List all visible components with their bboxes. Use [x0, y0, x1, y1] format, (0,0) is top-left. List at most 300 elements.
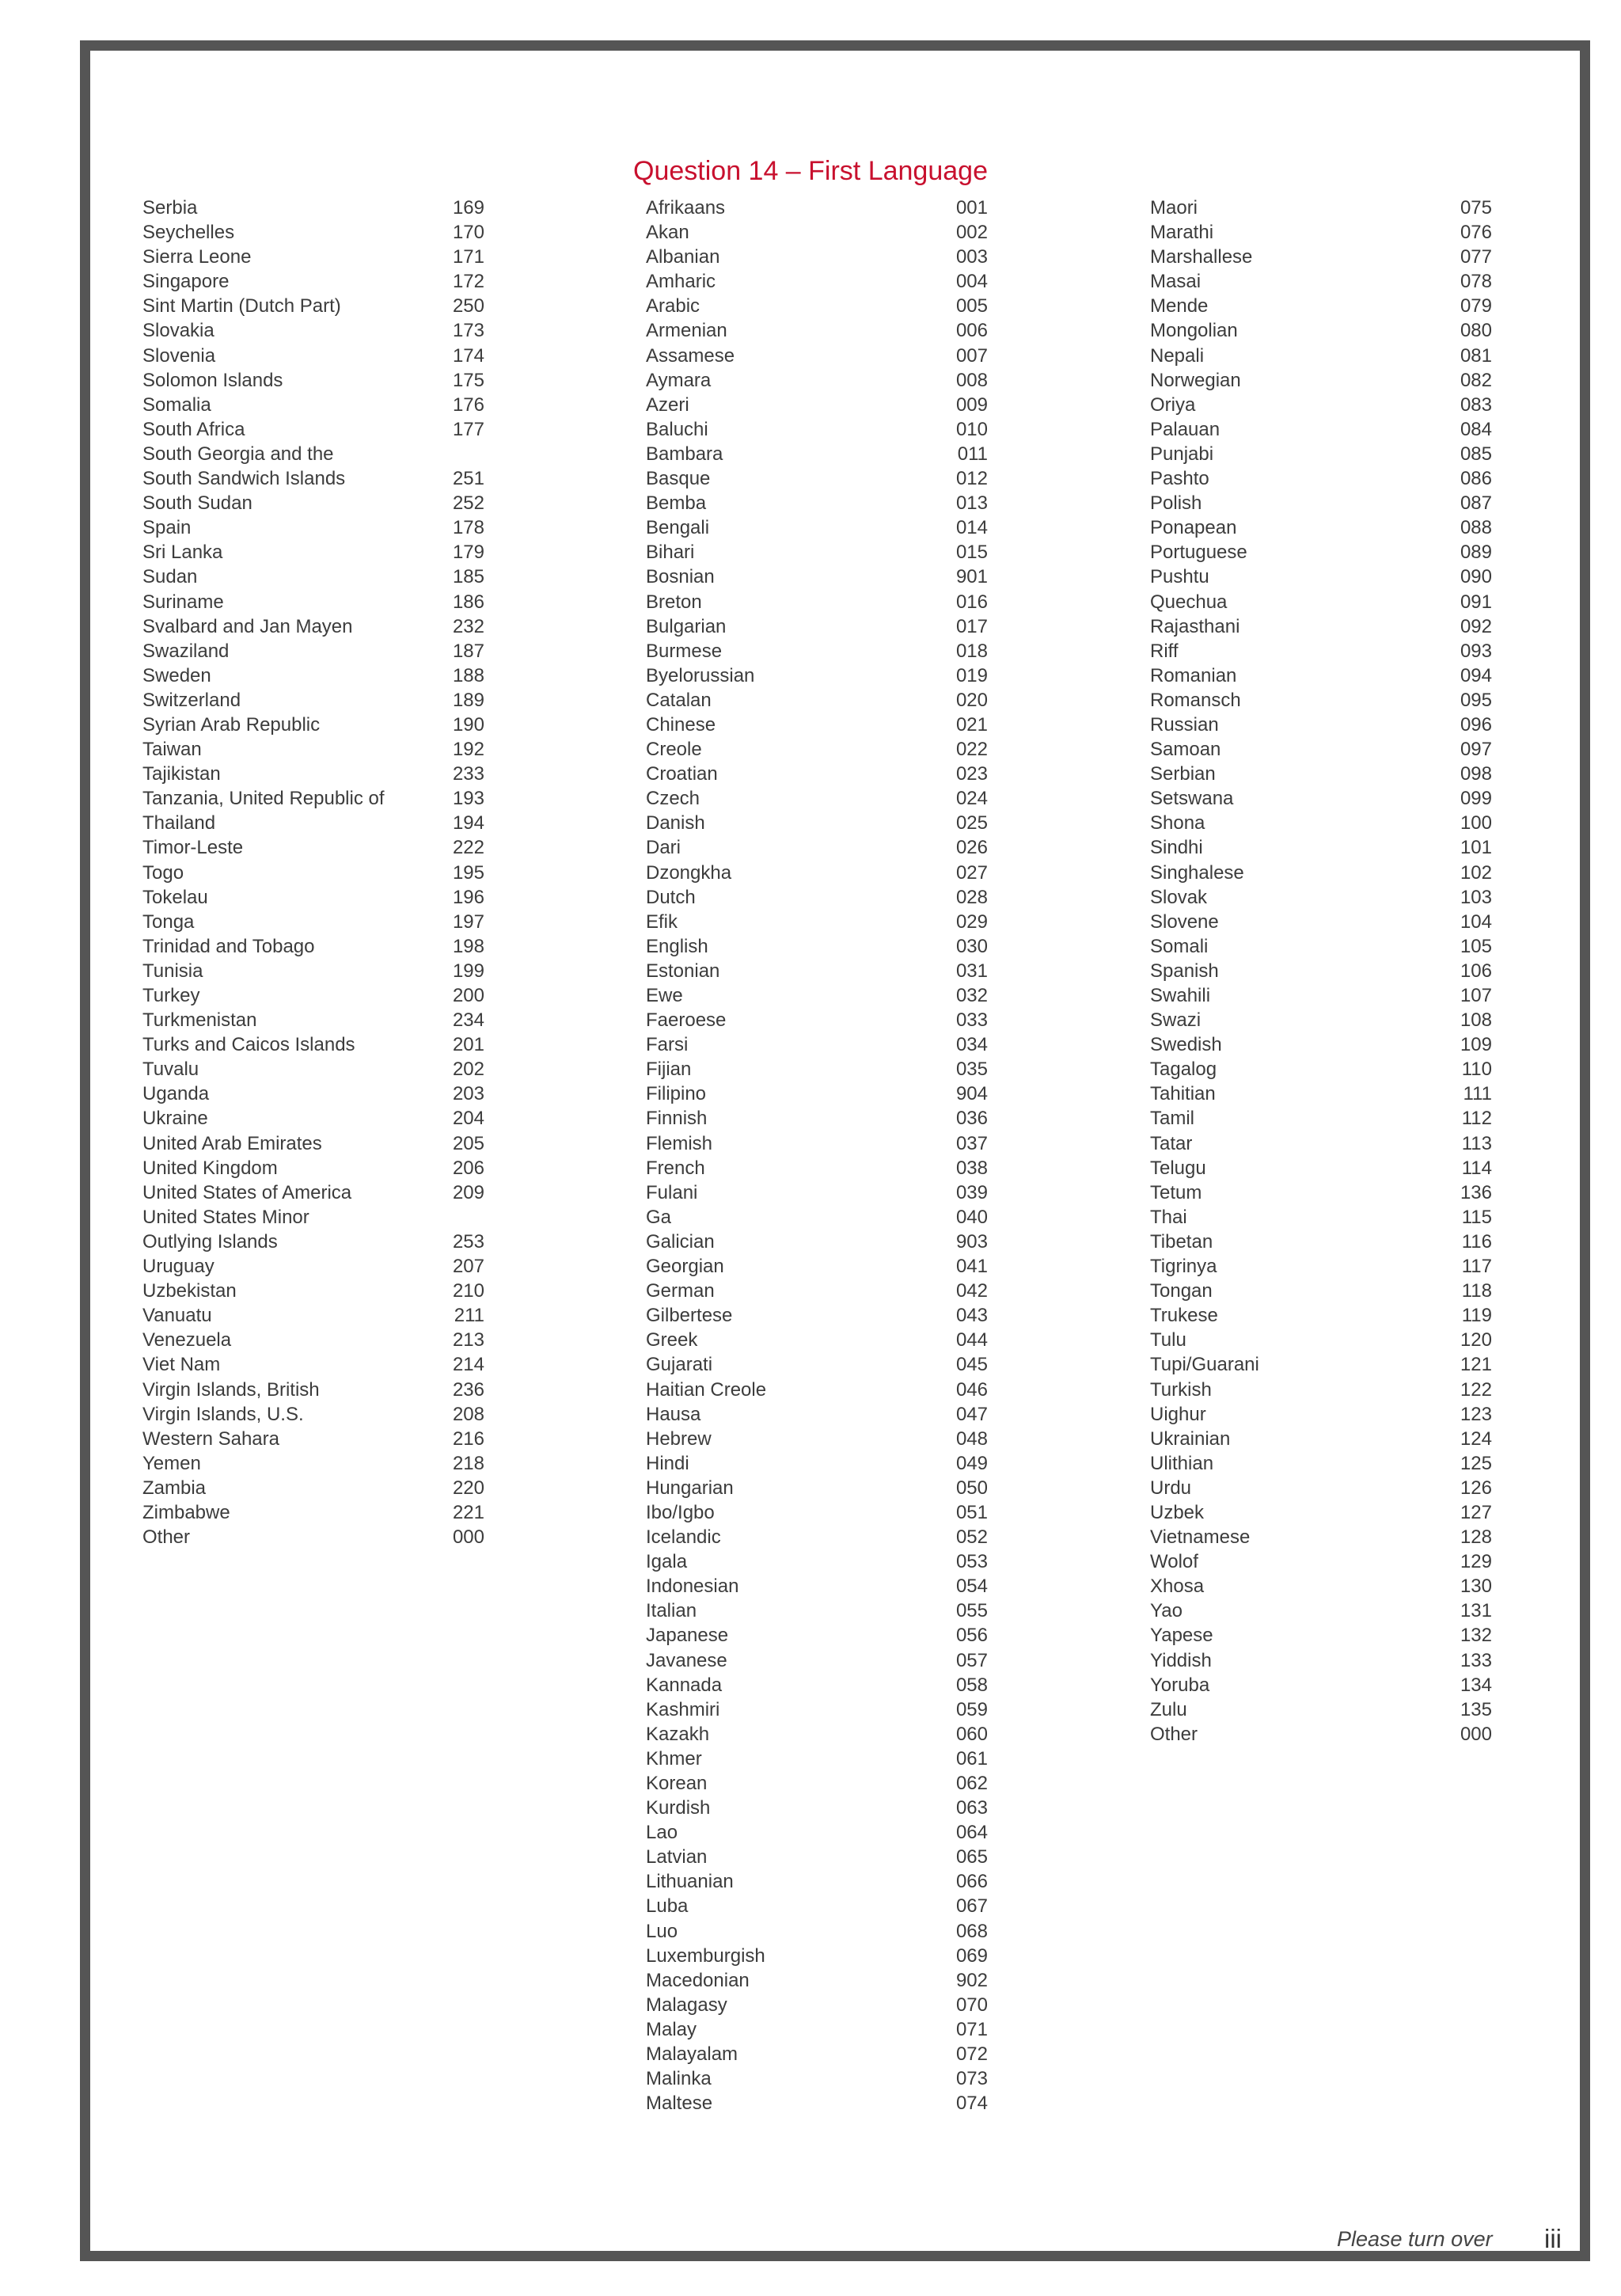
item-name: Croatian: [646, 763, 718, 785]
list-item: [1150, 269, 1492, 294]
list-item: [1150, 245, 1492, 269]
item-name: Bihari: [646, 542, 695, 564]
item-code: 188: [452, 664, 484, 686]
item-code: 122: [1460, 1378, 1492, 1401]
list-item: [1150, 1205, 1492, 1230]
item-name: Hungarian: [646, 1477, 734, 1499]
item-code: 091: [1460, 591, 1492, 613]
list-item: [142, 1057, 484, 1081]
item-code: 190: [452, 713, 484, 736]
item-code: 067: [955, 1895, 988, 1918]
item-code: 210: [452, 1280, 484, 1302]
list-item: [142, 1230, 484, 1254]
item-code: 095: [1460, 689, 1492, 711]
item-code: 198: [452, 935, 484, 957]
item-code: 106: [1460, 960, 1492, 982]
item-name: Timor-Leste: [142, 837, 244, 859]
list-item: [646, 466, 988, 491]
item-name: Switzerland: [142, 689, 241, 711]
item-code: 205: [452, 1132, 484, 1154]
item-name: Tonga: [142, 910, 195, 933]
item-name: Yao: [1150, 1600, 1183, 1622]
item-name: Afrikaans: [646, 197, 726, 219]
list-item: [142, 1008, 484, 1032]
item-code: 027: [955, 861, 988, 884]
item-code: 120: [1460, 1329, 1492, 1351]
item-name: Polish: [1150, 492, 1202, 515]
item-code: 029: [955, 910, 988, 933]
list-item: [1150, 540, 1492, 564]
item-code: 050: [955, 1477, 988, 1499]
item-code: 083: [1460, 393, 1492, 416]
item-code: 011: [957, 443, 988, 465]
list-item: [1150, 1623, 1492, 1648]
list-item: [142, 245, 484, 269]
list-item: [646, 1993, 988, 2017]
item-code: 169: [452, 197, 484, 219]
item-code: 077: [1460, 246, 1492, 268]
item-name: Catalan: [646, 689, 712, 711]
list-item: [1150, 1648, 1492, 1673]
item-code: 007: [955, 344, 988, 367]
item-code: 037: [955, 1132, 988, 1154]
item-code: 213: [452, 1329, 484, 1351]
list-item: [646, 835, 988, 860]
item-code: 056: [955, 1625, 988, 1647]
item-code: 040: [955, 1206, 988, 1228]
item-code: 048: [955, 1427, 988, 1450]
item-code: 113: [1461, 1132, 1492, 1154]
item-code: 216: [452, 1427, 484, 1450]
item-code: 054: [955, 1576, 988, 1598]
item-name: Pashto: [1150, 468, 1209, 490]
list-item: [646, 344, 988, 368]
item-code: 218: [452, 1452, 484, 1474]
list-item: [646, 1378, 988, 1402]
please-turn-over-text: Please turn over: [1337, 2227, 1493, 2251]
item-name: Trinidad and Tobago: [142, 935, 315, 957]
item-code: 074: [955, 2093, 988, 2115]
list-item: [142, 663, 484, 688]
list-item: [142, 491, 484, 515]
item-code: 203: [452, 1083, 484, 1105]
list-item: [1150, 344, 1492, 368]
item-code: 902: [955, 1969, 988, 1991]
item-code: 901: [955, 566, 988, 588]
item-name: Lao: [646, 1822, 678, 1844]
item-name: Samoan: [1150, 739, 1221, 761]
item-name: Taiwan: [142, 739, 202, 761]
item-code: 172: [452, 271, 484, 293]
item-name: Zulu: [1150, 1698, 1187, 1720]
item-name: Ponapean: [1150, 517, 1237, 539]
item-code: 097: [1460, 739, 1492, 761]
list-item: [1150, 713, 1492, 737]
item-code: 062: [955, 1773, 988, 1794]
item-code: 185: [452, 566, 484, 588]
item-code: 131: [1460, 1600, 1492, 1622]
item-name: Albanian: [646, 246, 720, 268]
item-name: Riff: [1150, 640, 1179, 662]
item-name: Marathi: [1150, 222, 1214, 244]
item-name: Greek: [646, 1329, 698, 1351]
item-name: Tunisia: [142, 960, 203, 982]
item-code: 234: [452, 1009, 484, 1032]
list-item: [142, 442, 484, 466]
item-code: 904: [955, 1083, 988, 1105]
item-code: 005: [955, 295, 988, 317]
item-code: 221: [452, 1501, 484, 1523]
item-name: Punjabi: [1150, 443, 1214, 465]
list-item: [646, 1279, 988, 1303]
item-name: Vanuatu: [142, 1305, 212, 1327]
item-name: Portuguese: [1150, 542, 1247, 564]
item-name: Rajasthani: [1150, 615, 1240, 637]
item-name: Maltese: [646, 2093, 713, 2115]
item-code: 033: [955, 1009, 988, 1032]
item-code: 129: [1460, 1551, 1492, 1573]
item-code: 012: [955, 468, 988, 490]
list-item: [646, 786, 988, 811]
item-code: 022: [955, 739, 988, 761]
list-item: [646, 1968, 988, 1993]
list-item: [646, 1230, 988, 1254]
list-item: [142, 1254, 484, 1279]
list-item: [142, 1106, 484, 1131]
item-name: Norwegian: [1150, 369, 1241, 391]
item-name: Bosnian: [646, 566, 715, 588]
list-item: [646, 1549, 988, 1574]
list-item: [1150, 1549, 1492, 1574]
list-item: [646, 1328, 988, 1352]
item-name: Burmese: [646, 640, 723, 662]
list-item: [646, 811, 988, 835]
item-code: 025: [955, 812, 988, 834]
list-item: [1150, 220, 1492, 245]
item-code: 192: [452, 739, 484, 761]
list-item: [646, 737, 988, 762]
item-name: Farsi: [646, 1034, 689, 1056]
item-name: South Sudan: [142, 492, 252, 515]
list-item: [142, 811, 484, 835]
item-name: Macedonian: [646, 1969, 750, 1991]
item-code: 124: [1460, 1427, 1492, 1450]
item-name: Luba: [646, 1895, 689, 1918]
item-name: Yiddish: [1150, 1649, 1212, 1671]
item-name: Arabic: [646, 295, 700, 317]
list-item: [646, 1598, 988, 1623]
list-item: [646, 1869, 988, 1894]
item-name: Russian: [1150, 713, 1219, 736]
list-item: [1150, 910, 1492, 934]
item-name: Tetum: [1150, 1181, 1202, 1203]
item-name: Venezuela: [142, 1329, 232, 1351]
item-name: Shona: [1150, 812, 1205, 834]
list-item: [142, 318, 484, 343]
item-code: 053: [955, 1551, 988, 1573]
item-name: Ga: [646, 1206, 672, 1228]
item-code: 090: [1460, 566, 1492, 588]
item-name: Pushtu: [1150, 566, 1209, 588]
item-code: 084: [1460, 418, 1492, 440]
item-name: Romansch: [1150, 689, 1241, 711]
list-item: [646, 688, 988, 713]
list-item: [1150, 590, 1492, 614]
item-code: 000: [452, 1526, 484, 1549]
item-code: 038: [955, 1157, 988, 1179]
item-name: Viet Nam: [142, 1354, 221, 1376]
list-item: [646, 1944, 988, 1968]
item-name: United Arab Emirates: [142, 1132, 322, 1154]
item-name: Tajikistan: [142, 763, 221, 785]
list-item: [1150, 1106, 1492, 1131]
item-code: 173: [452, 320, 484, 342]
item-code: 013: [955, 492, 988, 515]
item-code: 093: [1460, 640, 1492, 662]
list-item: [646, 196, 988, 220]
item-name: Haitian Creole: [646, 1378, 767, 1401]
item-code: 189: [452, 689, 484, 711]
item-code: 116: [1461, 1230, 1492, 1253]
item-code: 179: [452, 542, 484, 564]
item-name: Swedish: [1150, 1034, 1222, 1056]
list-item: [1150, 1352, 1492, 1377]
item-code: 105: [1460, 935, 1492, 957]
item-code: 009: [955, 393, 988, 416]
list-item: [646, 1352, 988, 1377]
item-name: Sweden: [142, 664, 211, 686]
item-code: 021: [955, 713, 988, 736]
question-title: Question 14 – First Language: [633, 156, 988, 186]
item-name: Xhosa: [1150, 1576, 1205, 1598]
list-item: [646, 2042, 988, 2066]
item-code: 114: [1461, 1157, 1492, 1179]
list-item: [142, 959, 484, 983]
item-name: Gilbertese: [646, 1305, 733, 1327]
item-code: 125: [1460, 1452, 1492, 1474]
item-name: Khmer: [646, 1747, 702, 1770]
item-name: United Kingdom: [142, 1157, 278, 1179]
list-item: [142, 515, 484, 540]
list-item: [646, 417, 988, 442]
item-code: 055: [955, 1600, 988, 1622]
item-name: Creole: [646, 739, 702, 761]
item-code: 132: [1460, 1625, 1492, 1647]
list-item: [1150, 1230, 1492, 1254]
item-code: 197: [452, 910, 484, 933]
list-item: [1150, 564, 1492, 589]
item-code: 002: [955, 222, 988, 244]
list-item: [646, 491, 988, 515]
item-name: Gujarati: [646, 1354, 713, 1376]
item-name: Bengali: [646, 517, 710, 539]
list-item: [142, 983, 484, 1008]
item-code: 107: [1460, 985, 1492, 1006]
list-item: [142, 294, 484, 318]
item-name: Serbian: [1150, 763, 1216, 785]
item-name: Seychelles: [142, 222, 235, 244]
list-item: [1150, 1279, 1492, 1303]
item-code: 089: [1460, 542, 1492, 564]
list-item: [646, 2017, 988, 2042]
item-name: Suriname: [142, 591, 224, 613]
item-code: 232: [452, 615, 484, 637]
list-item: [142, 762, 484, 786]
item-name: Latvian: [646, 1846, 708, 1868]
list-item: [142, 1427, 484, 1451]
list-item: [1150, 442, 1492, 466]
list-item: [646, 983, 988, 1008]
item-code: 036: [955, 1108, 988, 1130]
list-item: [1150, 934, 1492, 959]
list-item: [646, 515, 988, 540]
item-name: Sri Lanka: [142, 542, 223, 564]
list-item: [1150, 885, 1492, 910]
list-item: [142, 835, 484, 860]
item-name: Romanian: [1150, 664, 1237, 686]
list-item: [646, 934, 988, 959]
list-item: [142, 1205, 484, 1230]
list-item: [142, 934, 484, 959]
list-item: [142, 1378, 484, 1402]
list-item: [142, 885, 484, 910]
item-name: Swahili: [1150, 985, 1211, 1006]
list-item: [142, 196, 484, 220]
item-code: 236: [452, 1378, 484, 1401]
item-name: Tamil: [1150, 1108, 1195, 1130]
item-code: 119: [1461, 1305, 1492, 1327]
item-code: 078: [1460, 271, 1492, 293]
item-name: Bambara: [646, 443, 723, 465]
list-item: [646, 1008, 988, 1032]
list-item: [1150, 1057, 1492, 1081]
item-name: Tahitian: [1150, 1083, 1216, 1105]
item-name: Armenian: [646, 320, 727, 342]
item-code: 133: [1460, 1649, 1492, 1671]
item-name: Ewe: [646, 985, 683, 1006]
item-code: 134: [1460, 1674, 1492, 1696]
list-item: [1150, 491, 1492, 515]
item-code: 049: [955, 1452, 988, 1474]
item-code: 045: [955, 1354, 988, 1376]
item-code: 194: [452, 812, 484, 834]
item-code: 047: [955, 1403, 988, 1425]
item-name: Uganda: [142, 1083, 210, 1105]
item-name: Tuvalu: [142, 1059, 199, 1081]
item-code: 019: [955, 664, 988, 686]
item-name: Sierra Leone: [142, 246, 252, 268]
list-item: [1150, 1500, 1492, 1525]
list-item: [142, 1402, 484, 1427]
list-item: [1150, 1131, 1492, 1156]
item-name: French: [646, 1157, 705, 1179]
item-name: Finnish: [646, 1108, 708, 1130]
item-code: 020: [955, 689, 988, 711]
item-code: 000: [1460, 1723, 1492, 1745]
list-item: [646, 590, 988, 614]
list-item: [142, 910, 484, 934]
item-name: Efik: [646, 910, 678, 933]
list-item: [1150, 1254, 1492, 1279]
item-code: 253: [452, 1230, 484, 1253]
list-item: [1150, 1328, 1492, 1352]
list-item: [646, 910, 988, 934]
item-name: Spain: [142, 517, 192, 539]
item-code: 085: [1460, 443, 1492, 465]
item-name: Other: [142, 1526, 191, 1549]
list-item: [646, 1796, 988, 1820]
item-name: Togo: [142, 861, 184, 884]
list-item: [142, 639, 484, 663]
item-code: 004: [955, 271, 988, 293]
item-name: Slovenia: [142, 344, 216, 367]
list-item: [646, 368, 988, 393]
list-item: [646, 885, 988, 910]
item-code: 250: [452, 295, 484, 317]
item-name: Other: [1150, 1723, 1198, 1745]
item-name: Igala: [646, 1551, 688, 1573]
item-name: Fijian: [646, 1059, 692, 1081]
item-name: German: [646, 1280, 715, 1302]
list-item: [142, 1032, 484, 1057]
item-code: 112: [1461, 1108, 1492, 1130]
item-name: Somali: [1150, 935, 1209, 957]
item-code: 128: [1460, 1526, 1492, 1549]
item-code: 100: [1460, 812, 1492, 834]
item-name: Bulgarian: [646, 615, 727, 637]
list-item: [646, 1032, 988, 1057]
item-code: 082: [1460, 369, 1492, 391]
list-item: [1150, 1378, 1492, 1402]
item-name: Indonesian: [646, 1576, 739, 1598]
list-item: [142, 1303, 484, 1328]
list-item: [1150, 1673, 1492, 1697]
list-item: [646, 1427, 988, 1451]
item-name: Quechua: [1150, 591, 1228, 613]
item-name: Uzbek: [1150, 1501, 1205, 1523]
item-code: 211: [454, 1305, 484, 1327]
list-item: [142, 1279, 484, 1303]
item-name: Turkey: [142, 985, 200, 1006]
item-code: 193: [452, 788, 484, 810]
item-code: 903: [955, 1230, 988, 1253]
item-code: 123: [1460, 1403, 1492, 1425]
item-code: 034: [955, 1034, 988, 1056]
list-item: [646, 1081, 988, 1106]
item-name: Azeri: [646, 393, 689, 416]
item-code: 063: [955, 1797, 988, 1819]
item-name: Luxemburgish: [646, 1944, 765, 1967]
list-item: [646, 663, 988, 688]
item-name: Hebrew: [646, 1427, 712, 1450]
item-name: Turkish: [1150, 1378, 1212, 1401]
item-name: Slovakia: [142, 320, 214, 342]
item-code: 102: [1460, 861, 1492, 884]
item-code: 252: [452, 492, 484, 515]
list-item: [1150, 1697, 1492, 1722]
item-code: 071: [955, 2018, 988, 2040]
list-item: [142, 1131, 484, 1156]
item-name: Tupi/Guarani: [1150, 1354, 1259, 1376]
item-code: 069: [955, 1944, 988, 1967]
item-name: Icelandic: [646, 1526, 721, 1549]
list-item: [1150, 835, 1492, 860]
list-item: [1150, 1008, 1492, 1032]
item-code: 065: [955, 1846, 988, 1868]
item-name: Spanish: [1150, 960, 1219, 982]
list-item: [142, 417, 484, 442]
list-item: [1150, 1574, 1492, 1598]
